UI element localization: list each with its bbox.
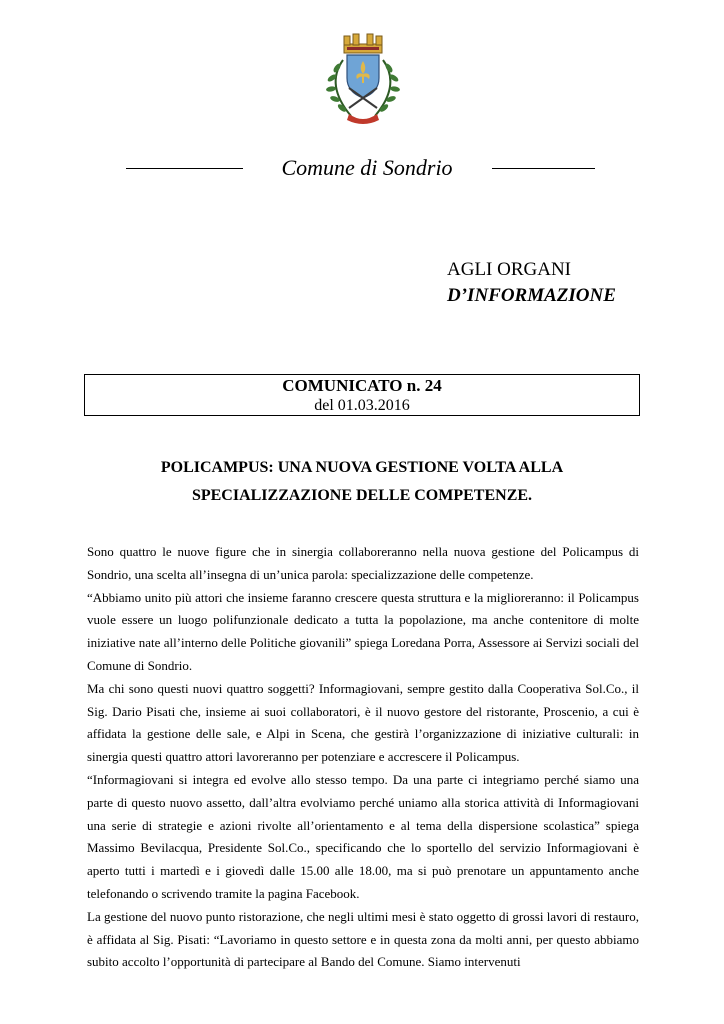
coat-of-arms-icon (317, 30, 409, 130)
body-paragraph: La gestione del nuovo punto ristorazione, che negli ultimi mesi è stato oggetto di grossi lavori di restauro, è affidata al Sig. Pisati: “Lavoriamo in questo settore e in questa zona da molti anni, per questo abbiamo subito accolto l’opportunità di partecipare al Bando del Comune. Siamo intervenuti (87, 908, 639, 970)
letterhead-rule-right (492, 168, 595, 169)
body-paragraph: “Abbiamo unito più attori che insieme faranno crescere questa struttura e la miglioreranno: il Policampus vuole essere un luogo polifunzionale dedicato a tutta la popolazione, ma anche contenitore di molte iniziative nate all’interno delle Politiche giovanili” spiega Loredana Porra, Assessore ai Servizi sociali del Comune di Sondrio. (87, 589, 639, 673)
recipient-line-2: D’INFORMAZIONE (447, 285, 616, 306)
press-release-headline (86, 454, 638, 510)
recipient-block (447, 257, 616, 309)
letterhead-rule-left (126, 168, 243, 169)
headline-line-2: SPECIALIZZAZIONE DELLE COMPETENZE. (191, 487, 533, 504)
body-paragraph: “Informagiovani si integra ed evolve allo stesso tempo. Da una parte ci integriamo perché siamo una parte di questo nuovo assetto, dall’altra evolviamo perché uniamo alla storica attività di Informagiovani una serie di strategie e azioni rivolte all’orientamento e al tema della dispersione scolastica” spiega Massimo Bevilacqua, Presidente Sol.Co., specificando che lo sportello del servizio Informagiovani è aperto tutti i martedì e i giovedì dalle 15.00 alle 18.00, ma si può prenotare un appuntamento anche telefonando o scrivendo tramite la pagina Facebook. (87, 771, 639, 901)
recipient-line-1: AGLI ORGANI (447, 259, 572, 280)
communique-number: COMUNICATO n. 24 (282, 376, 442, 395)
communique-box (84, 374, 640, 416)
communique-date: del 01.03.2016 (314, 397, 410, 414)
body-paragraph: Ma chi sono questi nuovi quattro soggetti? Informagiovani, sempre gestito dalla Cooperativa Sol.Co., il Sig. Dario Pisati che, insieme ai suoi collaboratori, è il nuovo gestore del ristorante, Proscenio, a cui è affidata la gestione delle sale, e Alpi in Scena, che gestirà l’organizzazione di iniziative culturali: in sinergia questi quattro attori lavoreranno per potenziare e accrescere il Policampus. (87, 680, 639, 765)
headline-line-1: POLICAMPUS: UNA NUOVA GESTIONE VOLTA ALLA (160, 459, 564, 476)
letterhead (0, 153, 724, 185)
municipality-name: Comune di Sondrio (281, 155, 453, 180)
body-paragraph: Sono quattro le nuove figure che in sinergia collaboreranno nella nuova gestione del Policampus di Sondrio, una scelta all’insegna di un’unica parola: specializzazione delle competenze. (87, 544, 639, 582)
body-text (87, 541, 639, 974)
